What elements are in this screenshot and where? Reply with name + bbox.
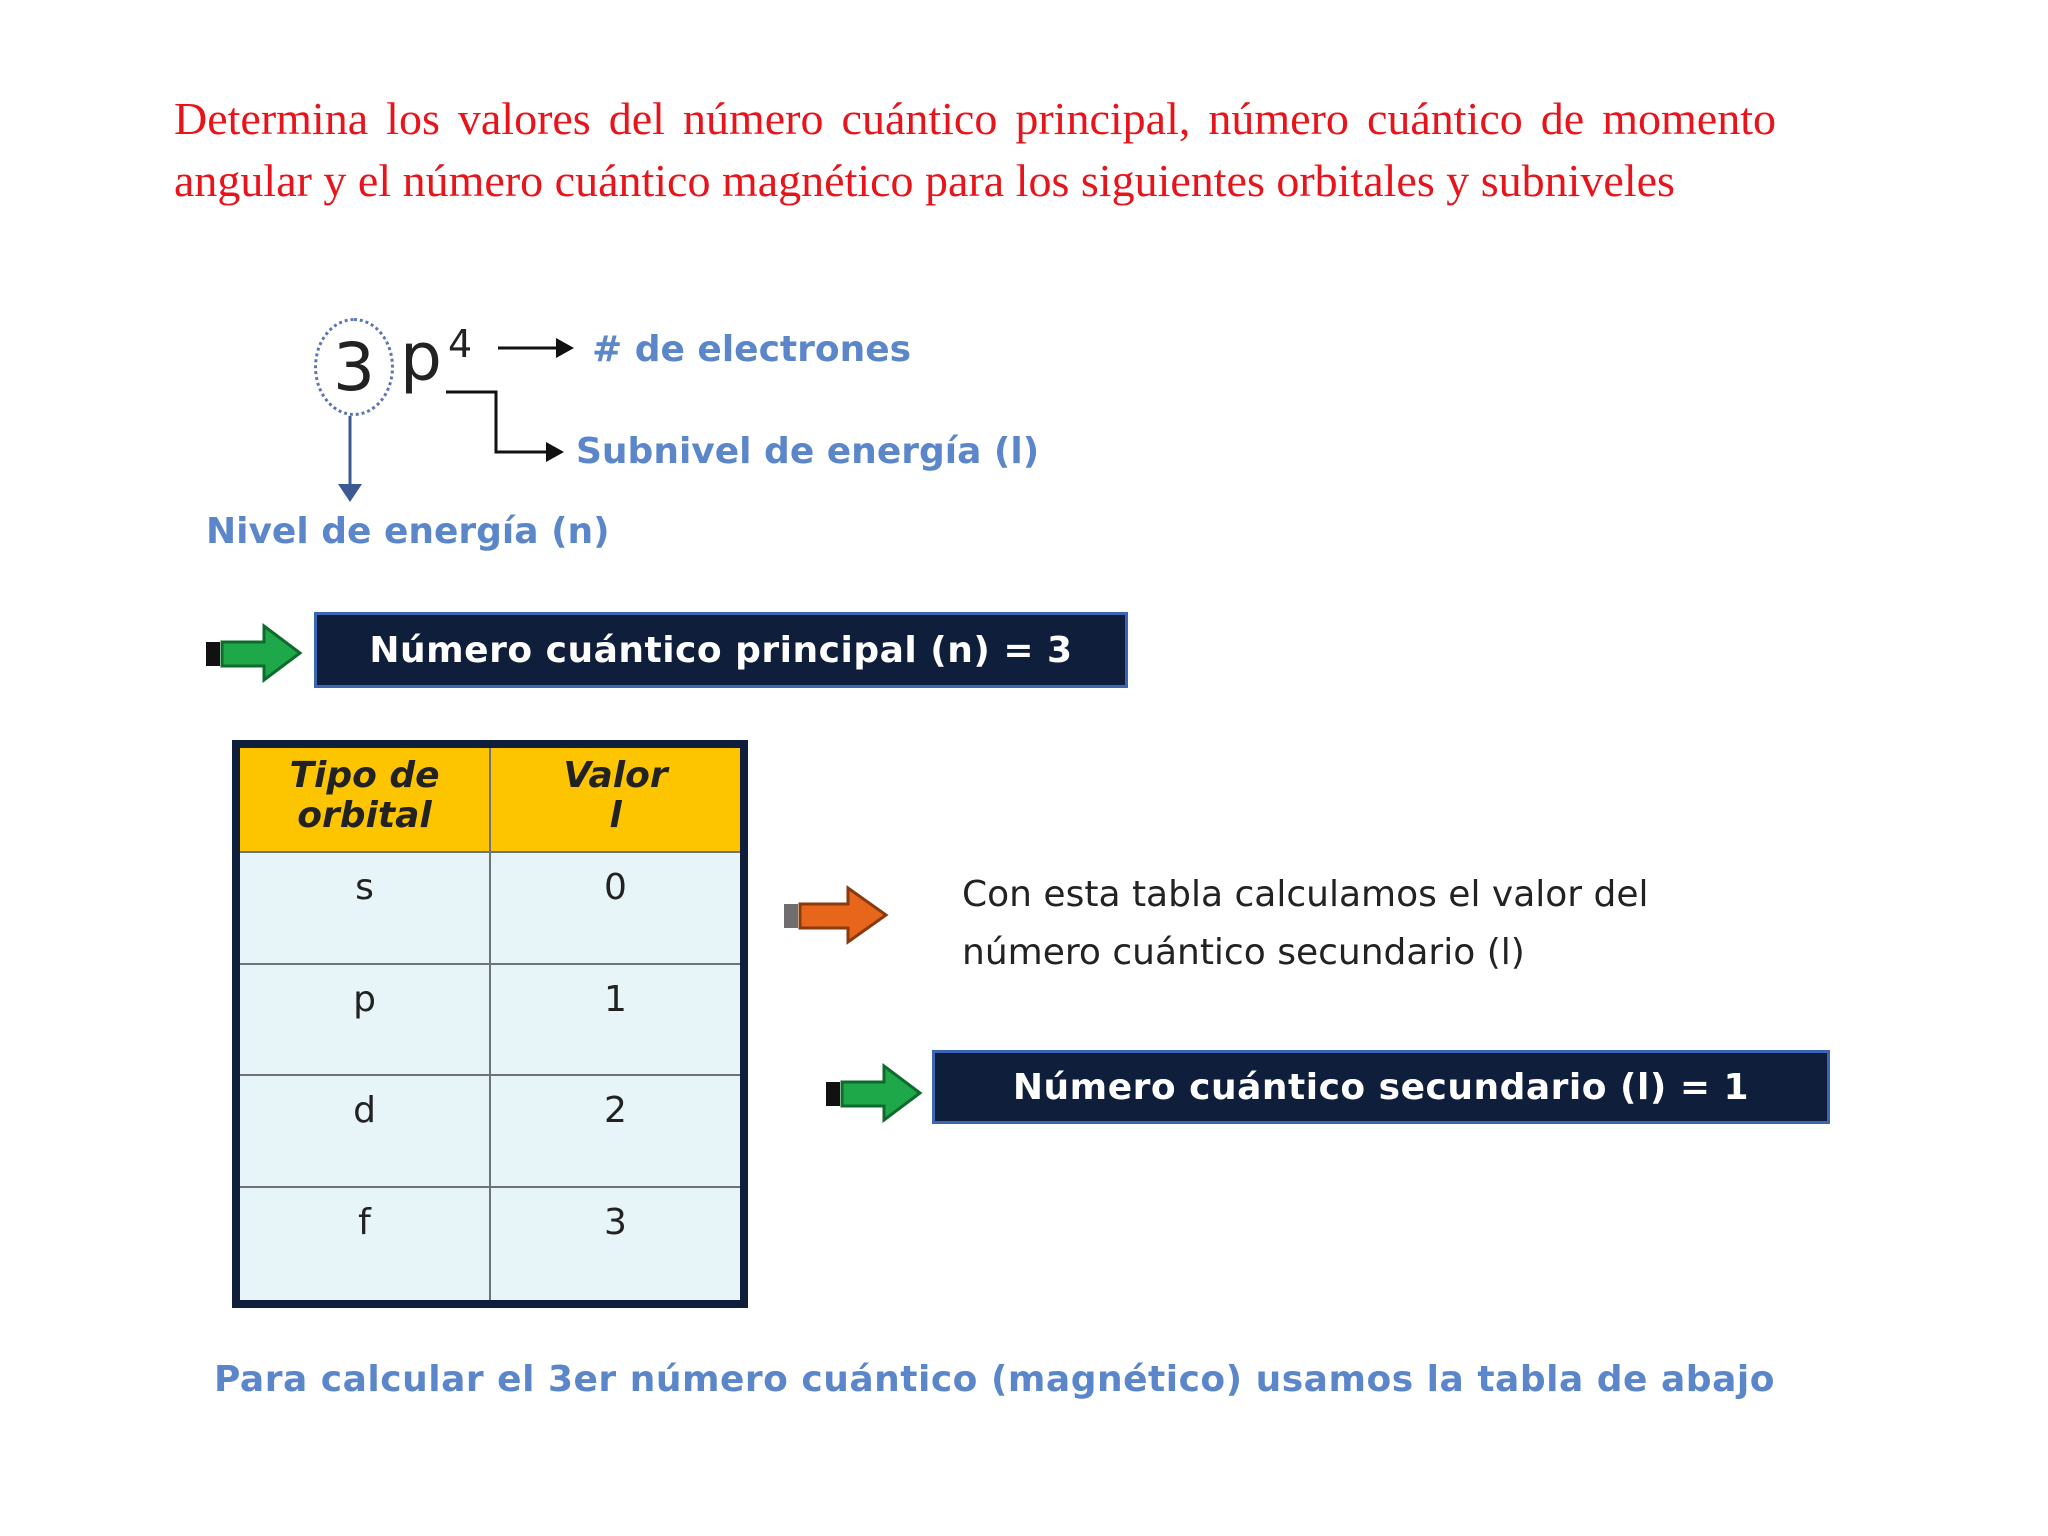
- orange-arrow-icon: [782, 884, 892, 946]
- header-orbital-type: Tipo de orbital: [236, 744, 490, 852]
- electron-count: 4: [448, 322, 473, 366]
- orbital-value-table: [232, 740, 748, 1308]
- value-cell: 2: [490, 1075, 744, 1187]
- level-label: Nivel de energía (n): [206, 511, 610, 552]
- value-cell: 3: [490, 1187, 744, 1304]
- table-row: [236, 1187, 744, 1304]
- intro-paragraph: Determina los valores del número cuántico principal, número cuántico de momento angular y el número cuántico magnético para los siguientes orbitales y subniveles: [174, 93, 1776, 206]
- table-row: [236, 964, 744, 1076]
- table-explanation-text: Con esta tabla calculamos el valor del número cuántico secundario (l): [962, 874, 1649, 973]
- header-l-value: Valor l: [490, 744, 744, 852]
- table-row: [236, 852, 744, 964]
- orbital-cell: s: [236, 852, 490, 964]
- principal-quantum-banner: Número cuántico principal (n) = 3: [314, 612, 1128, 688]
- green-arrow-icon: [824, 1062, 924, 1124]
- table-header-row: [236, 744, 744, 852]
- secondary-quantum-banner: Número cuántico secundario (l) = 1: [932, 1050, 1830, 1124]
- green-arrow-icon: [204, 622, 304, 684]
- value-cell: 1: [490, 964, 744, 1076]
- orbital-cell: p: [236, 964, 490, 1076]
- electrons-label: # de electrones: [592, 329, 912, 370]
- orbital-cell: d: [236, 1075, 490, 1187]
- magnetic-number-note: Para calcular el 3er número cuántico (magnético) usamos la tabla de abajo: [214, 1359, 1775, 1400]
- subshell-label: Subnivel de energía (l): [576, 431, 1040, 472]
- subshell-letter: p: [400, 319, 442, 396]
- value-cell: 0: [490, 852, 744, 964]
- table-row: [236, 1075, 744, 1187]
- orbital-cell: f: [236, 1187, 490, 1304]
- energy-level-number: 3: [314, 318, 394, 416]
